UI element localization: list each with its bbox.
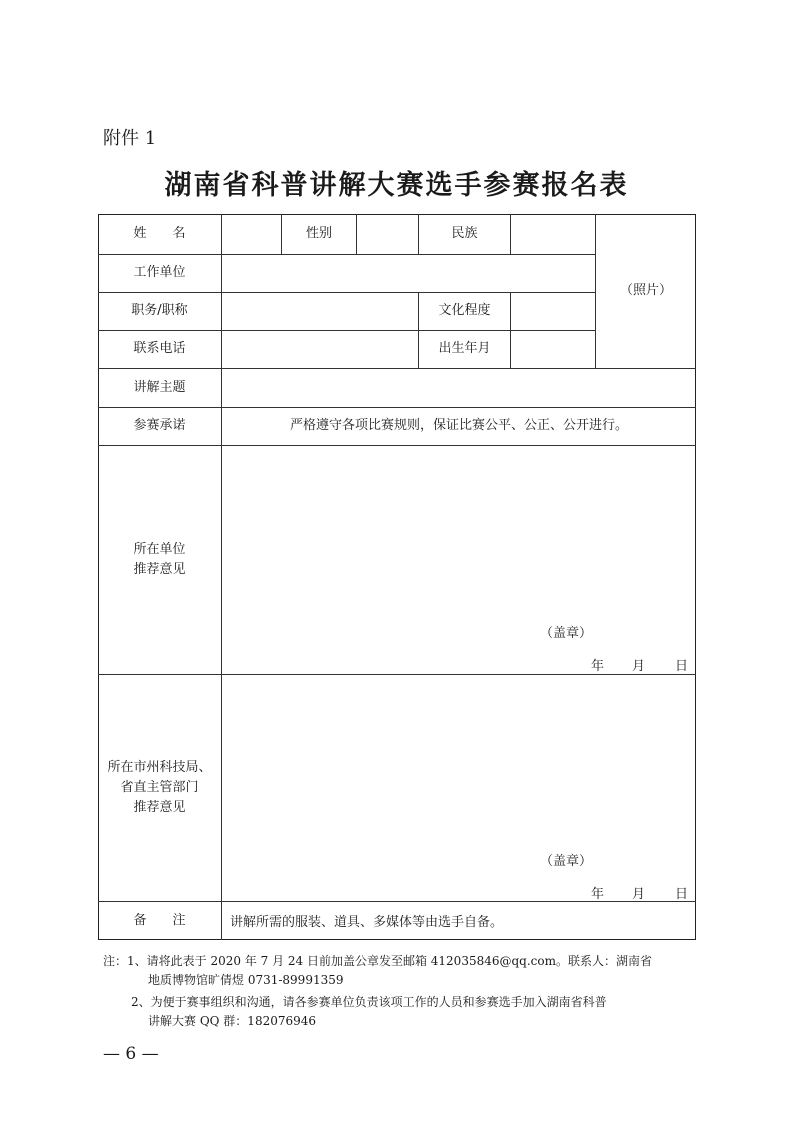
unit-opinion-label-line: 推荐意见 <box>133 561 186 577</box>
note-line: 2、为便于赛事组织和沟通，请各参赛单位负责该项工作的人员和参赛选手加入湖南省科普 <box>131 995 607 1009</box>
education-label: 文化程度 <box>438 303 491 318</box>
pledge-text: 严格遵守各项比赛规则，保证比赛公平、公正、公开进行。 <box>289 418 628 433</box>
attachment-label: 附件 1 <box>103 128 157 149</box>
note-line: 地质博物馆旷倩煜 0731-89991359 <box>148 973 344 987</box>
dept-date-day: 日 <box>675 887 689 902</box>
gender-label: 性别 <box>305 226 332 241</box>
form-title: 湖南省科普讲解大赛选手参赛报名表 <box>164 170 629 201</box>
dept-opinion-label-line: 推荐意见 <box>133 799 186 815</box>
unit-opinion-label-line: 所在单位 <box>133 541 186 557</box>
ethnicity-label: 民族 <box>451 226 478 241</box>
page-number: — 6 — <box>103 1044 159 1064</box>
education-field[interactable] <box>511 293 594 329</box>
note-line: 注：1、请将此表于 2020 年 7 月 24 日前加盖公章发至邮箱 412035846@qq.com。联系人：湖南省 <box>103 954 652 968</box>
name-field[interactable] <box>222 215 280 253</box>
position-label: 职务/职称 <box>131 303 188 318</box>
ethnicity-field[interactable] <box>511 215 594 253</box>
gender-field[interactable] <box>357 215 417 253</box>
remarks-text: 讲解所需的服装、道具、多媒体等由选手自备。 <box>230 915 504 930</box>
photo-placeholder: （照片） <box>619 283 672 298</box>
phone-label: 联系电话 <box>133 341 186 356</box>
name-label: 姓 名 <box>133 226 186 241</box>
birth-field[interactable] <box>511 331 594 367</box>
unit-date-month: 月 <box>632 659 646 674</box>
position-field[interactable] <box>222 293 417 329</box>
phone-field[interactable] <box>222 331 417 367</box>
dept-opinion-label <box>98 674 221 901</box>
topic-label: 讲解主题 <box>133 379 186 395</box>
note-line: 讲解大赛 QQ 群：182076946 <box>148 1014 317 1028</box>
birth-label: 出生年月 <box>438 341 491 356</box>
dept-opinion-label-line: 省直主管部门 <box>120 779 199 795</box>
topic-field[interactable] <box>222 369 695 406</box>
dept-opinion-label-line: 所在市州科技局、 <box>107 759 212 775</box>
unit-seal: （盖章） <box>540 626 593 641</box>
unit-date-day: 日 <box>675 659 689 674</box>
dept-date-month: 月 <box>632 887 646 902</box>
dept-date-year: 年 <box>591 887 605 902</box>
pledge-label: 参赛承诺 <box>133 418 186 433</box>
unit-date-year: 年 <box>591 659 605 674</box>
unit-opinion-label <box>98 445 221 674</box>
remarks-label: 备 注 <box>133 912 186 928</box>
work-unit-field[interactable] <box>222 255 594 291</box>
work-unit-label: 工作单位 <box>133 265 186 280</box>
dept-seal: （盖章） <box>540 854 593 869</box>
